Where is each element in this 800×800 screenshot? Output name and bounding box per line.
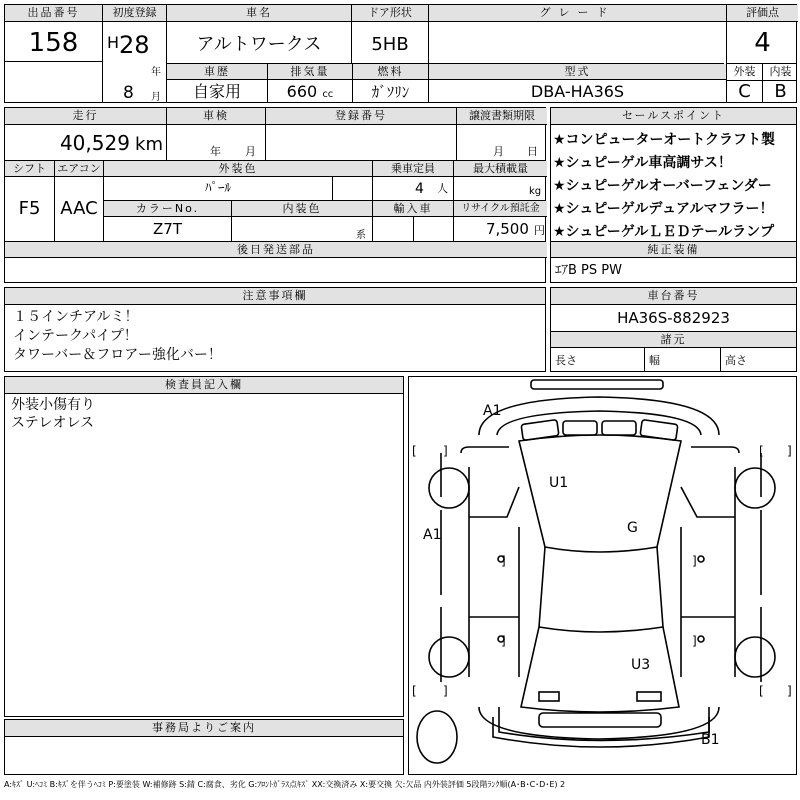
sales-point-item: ★シュピーゲルＬＥＤテールランプ <box>553 224 775 240</box>
first-reg-year-unit: 年 <box>151 67 161 78</box>
diagram-mark: B1 <box>701 732 720 748</box>
damage-legend: A:ｷｽﾞ U:ﾍｺﾐ B:ｷｽﾞを伴うﾍｺﾐ P:要塗装 W:補修跡 S:錆 C:腐食、劣化 G:ﾌﾛﾝﾄｶﾞﾗｽ点ｷｽﾞ XX:交換済み X:要交換 欠:欠品 内外装評価 5段階ﾗﾝｸ順(A･B･C･D･E) 2 <box>4 780 566 789</box>
lot-number: 158 <box>28 28 79 58</box>
sales-points-header: セールスポイント <box>551 108 796 125</box>
equipment-header: 純正装備 <box>551 242 796 258</box>
inspector-line: 外装小傷有り <box>11 397 95 413</box>
diagram-bracket: [ <box>412 684 417 698</box>
later-parts-header: 後日発送部品 <box>5 242 547 258</box>
office-value <box>5 738 403 774</box>
notes-line: インテークパイプ！ <box>13 328 138 344</box>
inspector-block <box>4 376 404 717</box>
grade-header: グレード <box>429 5 726 22</box>
recycle-unit: 円 <box>534 224 545 237</box>
diagram-bracket: [ <box>759 444 764 458</box>
first-reg-header: 初度登録 <box>103 5 166 22</box>
top-block <box>4 4 797 103</box>
notes-line: １５インチアルミ！ <box>13 309 139 325</box>
first-reg-era: H <box>107 33 120 52</box>
displacement-number: 660 <box>286 82 318 101</box>
ext-color-header: 外装色 <box>104 161 372 177</box>
mileage-value <box>5 128 163 158</box>
width-label: 幅 <box>649 354 660 367</box>
fuel-header: 燃料 <box>353 64 428 80</box>
diagram-bracket: ] <box>443 684 448 698</box>
equipment-value: ｴｱB PS PW <box>555 263 622 278</box>
int-score: B <box>774 81 787 102</box>
notes-line: タワーバー＆フロアー強化バー！ <box>13 347 222 363</box>
ext-score: C <box>738 81 751 102</box>
reg-number-header: 登録番号 <box>266 108 456 125</box>
capacity-value <box>373 178 453 200</box>
sales-point-item: ★コンピューターオートクラフト製 <box>553 132 775 148</box>
shift-header: シフト <box>5 161 54 177</box>
transfer-day-unit: 日 <box>527 145 538 158</box>
diagram-bracket: ] <box>787 444 792 458</box>
recycle-header: リサイクル預託金 <box>454 201 547 217</box>
int-color-header: 内装色 <box>232 201 372 217</box>
dimensions-header: 諸元 <box>551 332 796 348</box>
mileage-number: 40,529 <box>59 131 130 155</box>
door-header: ドア形状 <box>352 5 428 22</box>
ext-score-label: 外装 <box>733 65 756 78</box>
diagram-bracket: ] <box>501 634 506 648</box>
displacement-unit: cc <box>322 89 334 100</box>
transfer-month-unit: 月 <box>493 145 504 158</box>
diagram-mark: U1 <box>549 475 569 491</box>
recycle-value <box>454 218 545 240</box>
recycle-amount: 7,500 <box>485 220 529 238</box>
diagram-mark: A1 <box>483 403 502 419</box>
sales-points-list <box>553 129 796 244</box>
first-reg-year: 28 <box>119 31 150 59</box>
history-value: 自家用 <box>192 82 241 101</box>
sales-point-item: ★シュピーゲル車高調サス！ <box>553 155 732 171</box>
diagram-mark: U3 <box>631 657 651 673</box>
sales-point-item: ★シュピーゲルオーバーフェンダー <box>553 178 772 194</box>
notes-block <box>4 287 546 372</box>
diagram-bracket: ] <box>443 444 448 458</box>
sales-block <box>550 107 797 283</box>
chassis-header: 車台番号 <box>551 288 796 305</box>
diagram-bracket: ] <box>692 634 697 648</box>
color-no-value: Z7T <box>153 220 182 238</box>
score-value: 4 <box>754 28 771 58</box>
diagram-mark: A1 <box>423 527 442 543</box>
length-label: 長さ <box>555 354 577 367</box>
ac-header: エアコン <box>55 161 103 177</box>
model-header: 型式 <box>429 64 726 80</box>
car-name: アルトワークス <box>196 34 322 55</box>
mileage-header: 走行 <box>5 108 166 125</box>
capacity-unit: 人 <box>437 182 448 195</box>
lot-header: 出品番号 <box>5 5 102 22</box>
model-value: DBA-HA36S <box>530 82 625 101</box>
first-reg-month-unit: 月 <box>151 92 161 103</box>
chassis-block <box>550 287 797 372</box>
damage-diagram <box>408 376 797 775</box>
transfer-header: 譲渡書類期限 <box>457 108 547 125</box>
import-header: 輸入車 <box>373 201 453 217</box>
diagram-bracket: [ <box>759 684 764 698</box>
later-parts-value <box>5 259 547 283</box>
reg-number-value <box>266 126 456 158</box>
score-header: 評価点 <box>727 5 798 22</box>
color-no-header: カラーNo. <box>104 201 231 217</box>
office-header: 事務局よりご案内 <box>5 720 403 737</box>
capacity-number: 4 <box>415 181 424 197</box>
grade-value <box>429 27 726 63</box>
office-block <box>4 719 404 775</box>
notes-header: 注意事項欄 <box>5 288 545 305</box>
ext-color-value: ﾊﾟｰﾙ <box>205 181 231 196</box>
inspection-month-unit: 月 <box>245 145 256 158</box>
mileage-unit: km <box>135 134 163 155</box>
diagram-bracket: [ <box>412 444 417 458</box>
displacement-value <box>268 81 352 103</box>
int-score-label: 内装 <box>769 65 792 78</box>
chassis-number: HA36S-882923 <box>617 309 730 327</box>
diagram-mark: G <box>627 520 638 536</box>
history-header: 車歴 <box>167 64 267 80</box>
capacity-header: 乗車定員 <box>373 161 453 177</box>
displacement-header: 排気量 <box>268 64 352 80</box>
shift-value: F5 <box>18 198 41 219</box>
car-diagram-svg <box>409 377 796 774</box>
inspector-line: ステレオレス <box>11 415 95 431</box>
inspection-header: 車検 <box>167 108 265 125</box>
diagram-bracket: ] <box>501 554 506 568</box>
door-type: 5HB <box>371 34 409 55</box>
diagram-bracket: ] <box>692 554 697 568</box>
inspection-year-unit: 年 <box>210 145 221 158</box>
fuel-value: ｶﾞｿﾘﾝ <box>371 83 410 101</box>
car-name-header: 車名 <box>167 5 351 22</box>
sales-point-item: ★シュピーゲルデュアルマフラー！ <box>553 201 774 217</box>
max-load-header: 最大積載量 <box>454 161 547 177</box>
diagram-bracket: ] <box>787 684 792 698</box>
max-load-unit: kg <box>529 186 542 197</box>
first-reg-month: 8 <box>123 83 134 103</box>
inspector-header: 検査員記入欄 <box>5 377 403 394</box>
height-label: 高さ <box>725 354 747 367</box>
vehicle-block <box>4 107 546 283</box>
int-color-unit: 系 <box>356 230 366 241</box>
ac-value: AAC <box>60 198 98 219</box>
